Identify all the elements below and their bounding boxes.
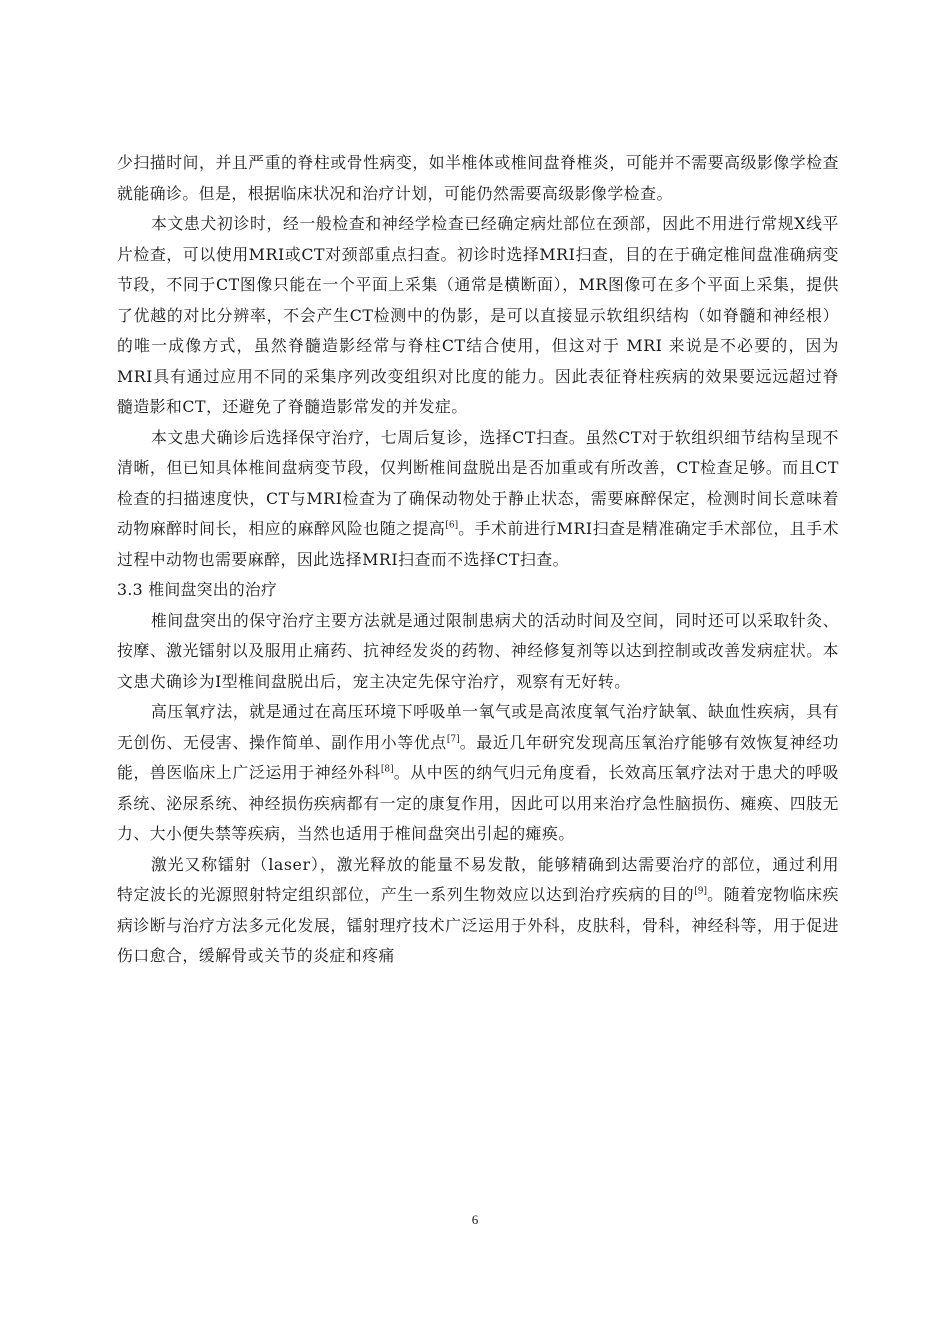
paragraph-follow-up-ct [117,423,839,576]
citation-9: [9] [694,886,708,897]
paragraph-imaging-continuation [117,148,839,209]
paragraph-text: 。手术前进行MRI扫查是精准确定手术部位，且手术过程中动物也需要麻醉，因此选择MRI扫查而不选择CT扫查。 [117,519,839,569]
citation-7: [7] [446,734,460,745]
paragraph-text: 。随着宠物临床疾病诊断与治疗方法多元化发展，镭射理疗技术广泛运用于外科，皮肤科，骨科，神经科等，用于促进伤口愈合，缓解骨或关节的炎症和疼痛 [117,885,839,965]
citation-6: [6] [445,520,459,531]
paragraph-text: 少扫描时间，并且严重的脊柱或骨性病变，如半椎体或椎间盘脊椎炎，可能并不需要高级影像学检查就能确诊。但是，根据临床状况和治疗计划，可能仍然需要高级影像学检查。 [117,153,839,203]
paragraph-text: 。从中医的纳气归元角度看，长效高压氧疗法对于患犬的呼吸系统、泌尿系统、神经损伤疾病都有一定的康复作用，因此可以用来治疗急性脑损伤、瘫痪、四肢无力、大小便失禁等疾病，当然也适用于椎间盘突出引起的瘫痪。 [117,763,839,843]
paragraph-text: 。最近几年研究发现高压氧治疗能够有效恢复神经功能，兽医临床上广泛运用于神经外科 [117,732,839,782]
paragraph-text: 本文患犬初诊时，经一般检查和神经学检查已经确定病灶部位在颈部，因此不用进行常规X线平片检查，可以使用MRI或CT对颈部重点扫查。初诊时选择MRI扫查，目的在于确定椎间盘准确病变节段，不同于CT图像只能在一个平面上采集（通常是横断面），MR图像可在多个平面上采集，提供了优越的对比分辨率，不会产生CT检测中的伪影，是可以直接显示软组织结构（如脊髓和神经根）的唯一成像方式，虽然脊髓造影经常与脊柱CT结合使用，但这对于 MRI 来说是不必要的，因为MRI具有通过应用不同的采集序列改变组织对比度的能力。因此表征脊柱疾病的效果要远远超过脊髓造影和CT，还避免了脊髓造影常发的并发症。 [117,214,839,416]
paragraph-initial-diagnosis [117,209,839,423]
paragraph-laser-therapy [117,850,839,972]
paragraph-hyperbaric-oxygen [117,697,839,850]
document-body [117,148,839,972]
paragraph-text: 激光又称镭射（laser），激光释放的能量不易发散，能够精确到达需要治疗的部位，通过利用特定波长的光源照射特定组织部位，产生一系列生物效应以达到治疗疾病的目的 [117,854,839,904]
paragraph-conservative-treatment [117,606,839,698]
paragraph-text: 本文患犬确诊后选择保守治疗，七周后复诊，选择CT扫查。虽然CT对于软组织细节结构呈现不清晰，但已知具体椎间盘病变节段，仅判断椎间盘脱出是否加重或有所改善，CT检查足够。而且CT检查的扫描速度快，CT与MRI检查为了确保动物处于静止状态，需要麻醉保定，检测时间长意味着动物麻醉时间长，相应的麻醉风险也随之提高 [117,427,839,538]
paragraph-text: 椎间盘突出的保守治疗主要方法就是通过限制患病犬的活动时间及空间，同时还可以采取针灸、按摩、激光镭射以及服用止痛药、抗神经发炎的药物、神经修复剂等以达到控制或改善发病症状。本文患犬确诊为Ⅰ型椎间盘脱出后，宠主决定先保守治疗，观察有无好转。 [117,610,839,691]
section-heading: 3.3 椎间盘突出的治疗 [117,580,278,599]
page-number: 6 [471,1212,479,1227]
citation-8: [8] [380,764,394,775]
paragraph-text: 高压氧疗法，就是通过在高压环境下呼吸单一氧气或是高浓度氧气治疗缺氧、缺血性疾病，具有无创伤、无侵害、操作简单、副作用小等优点 [117,702,839,752]
